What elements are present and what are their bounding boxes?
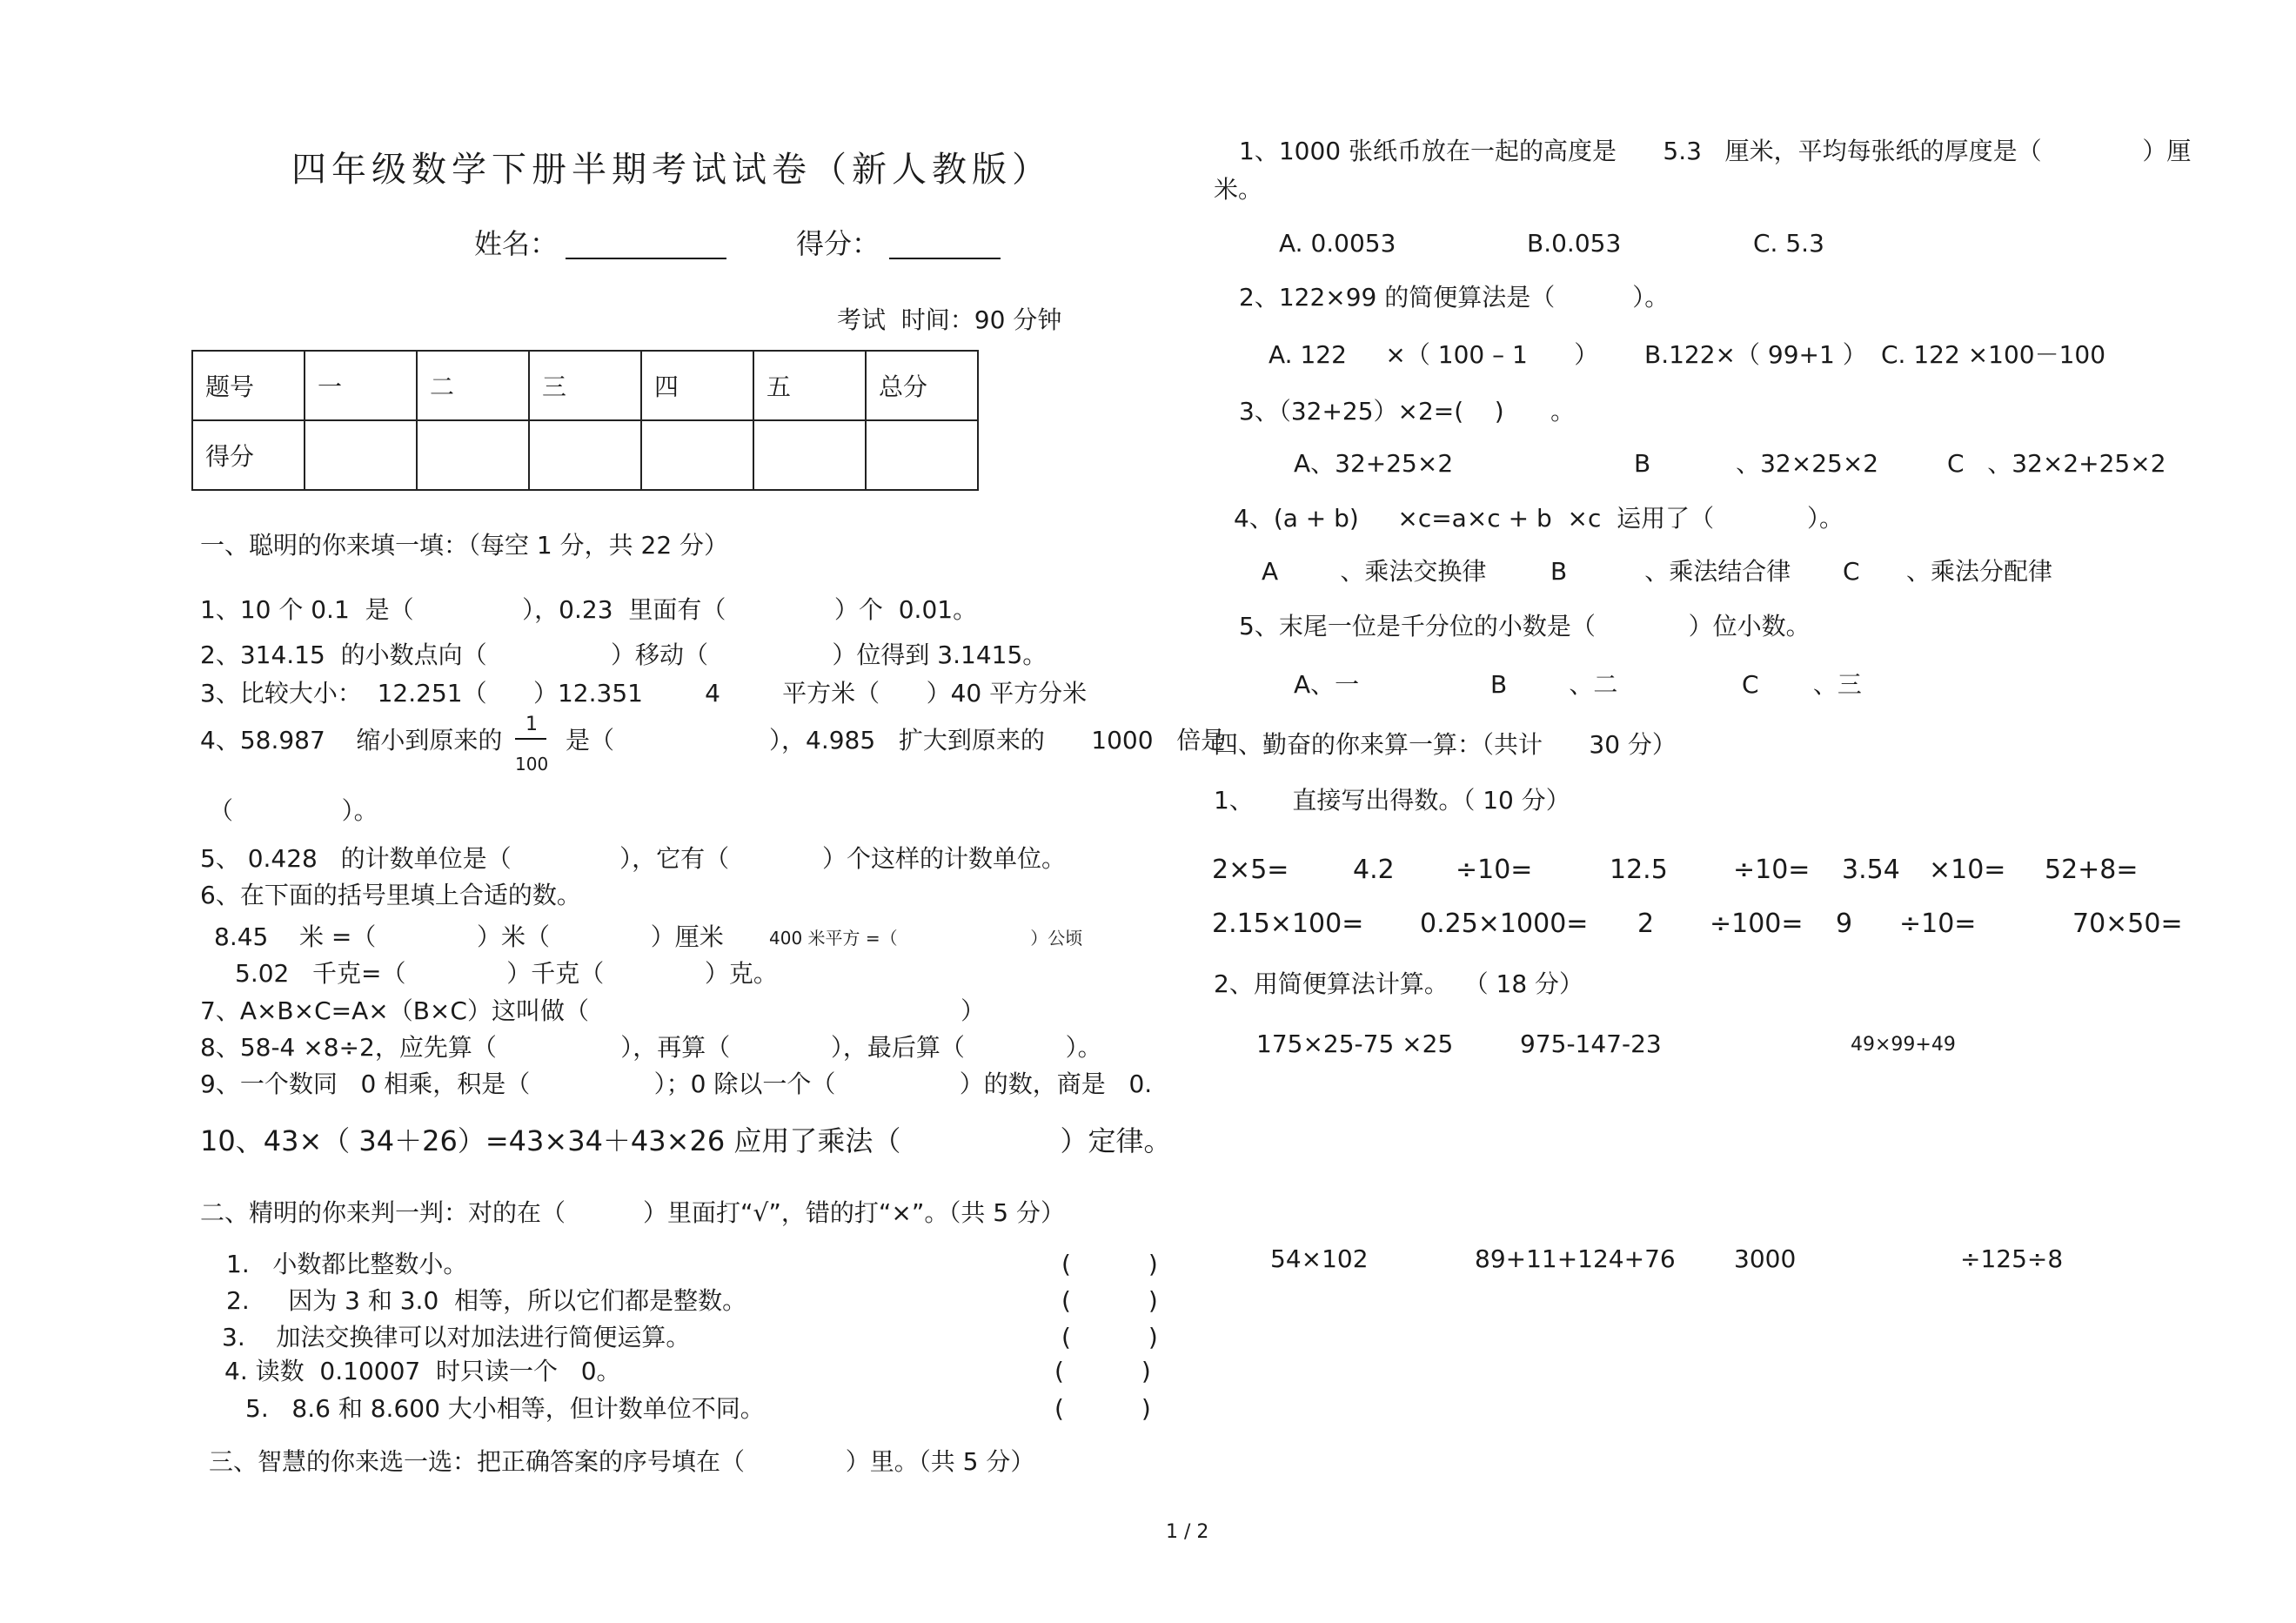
choice-q2-option-b: B.122×（ 99+1 ）	[1644, 340, 1867, 369]
choice-q1-continued: 米。	[1214, 175, 1263, 204]
calc-item: 52+8=	[2045, 855, 2139, 885]
section4-part2: 2、用简便算法计算。 （ 18 分）	[1214, 969, 1584, 998]
section1-q8: 8、58-4 ×8÷2，应先算（ ），再算（ ），最后算（ ）。	[200, 1033, 1102, 1062]
section1-q10: 10、43×（ 34＋26）=43×34＋43×26 应用了乘法（ ）定律。	[200, 1124, 1172, 1157]
section1-q4-part2: 是（ ），4.985 扩大到原来的 1000 倍是	[566, 726, 1226, 754]
choice-q1-option-c: C. 5.3	[1753, 229, 1824, 258]
table-cell: 二	[417, 351, 529, 420]
choice-q4: 4、(a + b) ×c=a×c + b ×c 运用了（ ）。	[1234, 504, 1844, 533]
score-entry-cell[interactable]	[417, 420, 529, 490]
calc-item: 3.54	[1842, 855, 1900, 885]
judge-item-5: 5. 8.6 和 8.600 大小相等，但计数单位不同。	[245, 1394, 765, 1423]
choice-q1-option-b: B.0.053	[1527, 229, 1622, 258]
calc-item: 70×50=	[2072, 909, 2183, 939]
section1-q4-part1: 4、58.987 缩小到原来的	[200, 726, 503, 754]
choice-q5-option-c: C 、三	[1742, 670, 1862, 699]
choice-q5: 5、末尾一位是千分位的小数是（ ）位小数。	[1239, 612, 1811, 640]
score-entry-cell[interactable]	[866, 420, 978, 490]
table-cell: 得分	[192, 420, 305, 490]
choice-q4-option-a: A 、乘法交换律	[1262, 557, 1487, 586]
section1-heading: 一、聪明的你来填一填：（每空 1 分，共 22 分）	[200, 531, 729, 560]
choice-q1-option-a: A. 0.0053	[1279, 229, 1396, 258]
choice-q3: 3、（32+25）×2=( ) 。	[1239, 397, 1576, 426]
table-cell: 五	[753, 351, 866, 420]
calc-item: ÷10=	[1456, 855, 1533, 885]
section1-q3: 3、比较大小： 12.251（ ）12.351 4 平方米（ ）40 平方分米	[200, 679, 1088, 708]
page-number: 1 / 2	[1166, 1521, 1209, 1543]
score-table-score-row	[192, 420, 978, 490]
choice-q3-option-a: A、32+25×2	[1294, 449, 1454, 478]
judge-item-1: 1. 小数都比整数小。	[226, 1250, 468, 1278]
choice-q3-option-b: B 、32×25×2	[1634, 449, 1879, 478]
score-entry-cell[interactable]	[641, 420, 753, 490]
score-entry-cell[interactable]	[305, 420, 417, 490]
calc-item: 2	[1637, 909, 1655, 939]
calc-item: 49×99+49	[1851, 1034, 1956, 1056]
calc-item: ÷100=	[1710, 909, 1804, 939]
calc-item: 9	[1836, 909, 1853, 939]
section1-q9: 9、一个数同 0 相乘，积是（ ）；0 除以一个（ ）的数，商是 0.	[200, 1070, 1153, 1098]
table-cell: 三	[529, 351, 641, 420]
calc-item: ÷125÷8	[1960, 1244, 2064, 1273]
calc-item: 12.5	[1610, 855, 1668, 885]
name-label: 姓名：	[474, 227, 559, 260]
calc-item: 2.15×100=	[1212, 909, 1364, 939]
fraction-bar	[515, 738, 546, 740]
calc-item: 89+11+124+76	[1475, 1244, 1676, 1273]
score-label: 得分：	[796, 227, 880, 260]
table-cell: 一	[305, 351, 417, 420]
section1-q6c: 5.02 千克=（ ）千克（ ）克。	[235, 959, 778, 988]
exam-time: 考试 时间：90 分钟	[837, 305, 1062, 334]
judge-answer-3[interactable]: ( )	[1061, 1323, 1158, 1351]
choice-q4-option-b: B 、乘法结合律	[1550, 557, 1791, 586]
section4-part1: 1、 直接写出得数。（ 10 分）	[1214, 786, 1570, 815]
judge-item-2: 2. 因为 3 和 3.0 相等，所以它们都是整数。	[226, 1286, 747, 1315]
calc-item: 175×25-75 ×25	[1256, 1029, 1454, 1058]
calc-item: 975-147-23	[1520, 1029, 1662, 1058]
choice-q2: 2、122×99 的简便算法是（ ）。	[1239, 283, 1670, 312]
section1-q2: 2、314.15 的小数点向（ ）移动（ ）位得到 3.1415。	[200, 640, 1048, 669]
choice-q1: 1、1000 张纸币放在一起的高度是 5.3 厘米，平均每张纸的厚度是（ ）厘	[1239, 137, 2192, 165]
section1-q6b: 400 米平方 =（ ）公顷	[769, 928, 1083, 949]
judge-answer-5[interactable]: ( )	[1054, 1394, 1151, 1423]
section1-q7: 7、A×B×C=A×（B×C）这叫做（ ）	[200, 996, 986, 1025]
score-entry-cell[interactable]	[753, 420, 866, 490]
score-blank	[889, 258, 1001, 259]
section1-q6: 6、在下面的括号里填上合适的数。	[200, 881, 581, 909]
calc-item: 4.2	[1353, 855, 1395, 885]
calc-item: 2×5=	[1212, 855, 1289, 885]
calc-item: ÷10=	[1733, 855, 1811, 885]
section1-q1: 1、10 个 0.1 是（ ），0.23 里面有（ ）个 0.01。	[200, 595, 978, 624]
section1-q6a: 8.45 米 =（ ）米（ ）厘米	[214, 922, 724, 951]
table-cell: 四	[641, 351, 753, 420]
calc-item: 54×102	[1270, 1244, 1369, 1273]
judge-item-3: 3. 加法交换律可以对加法进行简便运算。	[222, 1323, 691, 1351]
calc-item: ÷10=	[1899, 909, 1977, 939]
judge-answer-2[interactable]: ( )	[1061, 1286, 1158, 1315]
choice-q5-option-b: B 、二	[1490, 670, 1618, 699]
score-table-header-row	[192, 351, 978, 420]
section3-heading: 三、智慧的你来选一选：把正确答案的序号填在（ ）里。（共 5 分）	[209, 1447, 1035, 1476]
judge-item-4: 4. 读数 0.10007 时只读一个 0。	[224, 1357, 621, 1385]
choice-q2-option-c: C. 122 ×100－100	[1881, 340, 2106, 369]
table-cell: 总分	[866, 351, 978, 420]
choice-q5-option-a: A、一	[1294, 670, 1360, 699]
calc-item: ×10=	[1929, 855, 2006, 885]
name-blank	[566, 258, 726, 259]
table-cell: 题号	[192, 351, 305, 420]
page-title: 四年级数学下册半期考试试卷（新人教版）	[291, 150, 1052, 190]
fraction-numerator: 1	[525, 714, 538, 735]
choice-q3-option-c: C 、32×2+25×2	[1947, 449, 2166, 478]
score-table	[191, 350, 979, 491]
section1-q4-part3: （ ）。	[209, 796, 378, 825]
judge-answer-1[interactable]: ( )	[1061, 1250, 1158, 1278]
section4-heading: 四、勤奋的你来算一算：（共计 30 分）	[1214, 730, 1677, 759]
choice-q4-option-c: C 、乘法分配律	[1843, 557, 2052, 586]
section1-q5: 5、 0.428 的计数单位是（ ），它有（ ）个这样的计数单位。	[200, 844, 1066, 873]
section2-heading: 二、精明的你来判一判：对的在（ ）里面打“√”，错的打“×”。（共 5 分）	[200, 1198, 1065, 1227]
calc-item: 3000	[1734, 1244, 1797, 1273]
fraction-denominator: 100	[515, 754, 549, 775]
choice-q2-option-a: A. 122 ×（ 100 – 1 ）	[1268, 340, 1599, 369]
calc-item: 0.25×1000=	[1420, 909, 1589, 939]
score-entry-cell[interactable]	[529, 420, 641, 490]
judge-answer-4[interactable]: ( )	[1054, 1357, 1151, 1385]
